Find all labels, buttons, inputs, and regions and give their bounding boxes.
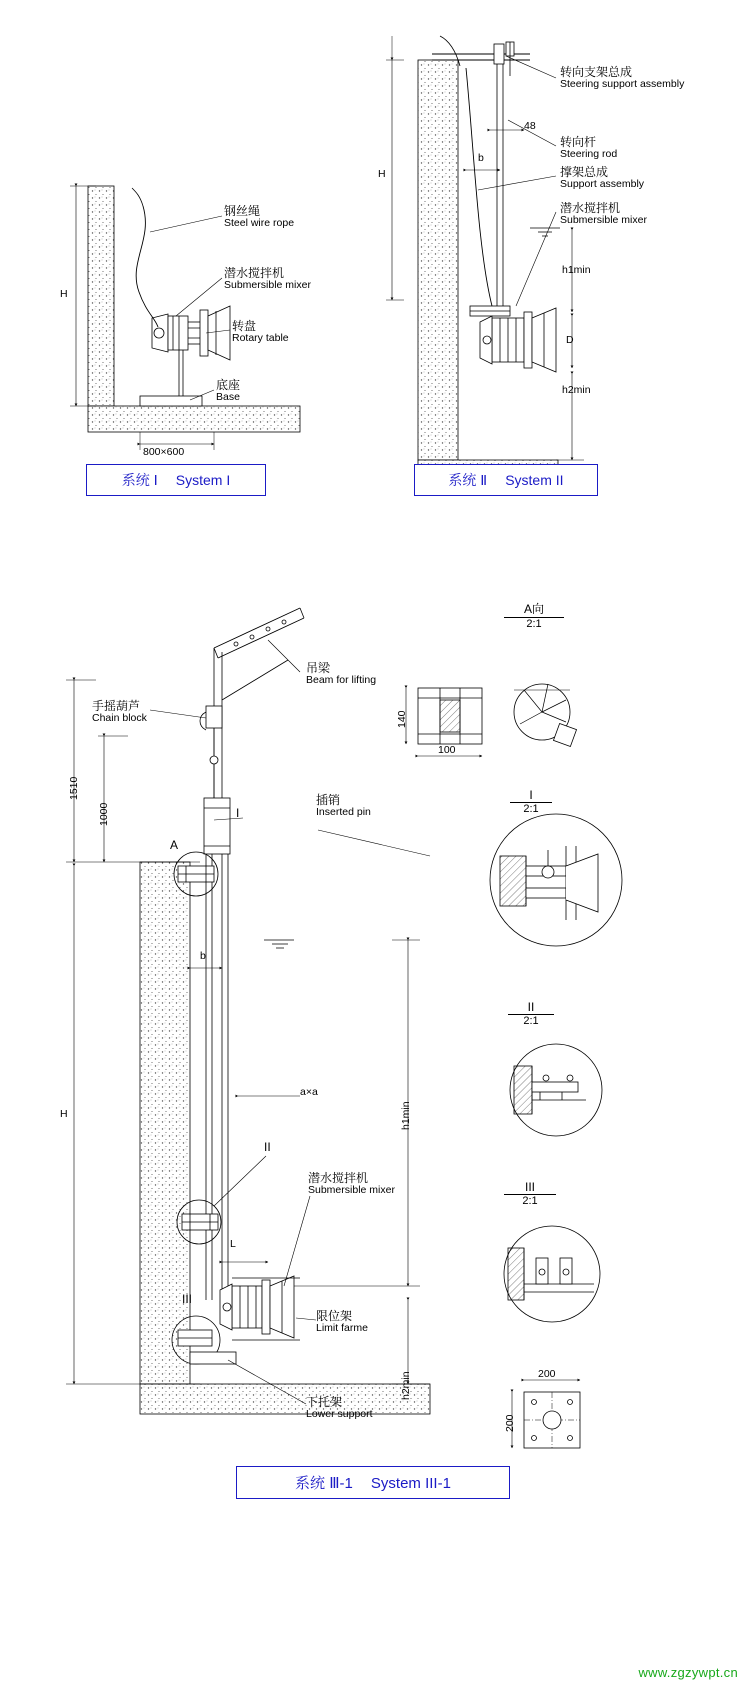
label-steering-rod: 转向杆 Steering rod xyxy=(560,135,618,160)
callout-i: I xyxy=(236,806,240,820)
label-lower-support: 下托架 Lower support xyxy=(306,1395,373,1420)
watermark: www.zgzywpt.cn xyxy=(638,1665,738,1680)
dim-axa: a×a xyxy=(300,1086,318,1098)
detail-title-i: I 2:1 xyxy=(510,788,552,815)
dim-base-s1: 800×600 xyxy=(143,446,185,458)
dim-48-s2: 48 xyxy=(524,120,536,132)
dim-1510: 1510 xyxy=(68,776,80,800)
dim-b-s2: b xyxy=(478,152,484,164)
detail-title-ii: II 2:1 xyxy=(508,1000,554,1027)
dim-b-s3: b xyxy=(200,950,206,962)
dim-l: L xyxy=(230,1238,236,1250)
label-chain-block: 手摇葫芦 Chain block xyxy=(92,699,147,724)
callout-ii: II xyxy=(264,1140,271,1154)
caption-system-3: 系统 Ⅲ-1 System III-1 xyxy=(236,1466,510,1499)
label-inserted-pin: 插销 Inserted pin xyxy=(316,793,371,818)
detail-title-iii: III 2:1 xyxy=(504,1180,556,1207)
dim-plate-h: 200 xyxy=(504,1414,516,1432)
dim-1000: 1000 xyxy=(98,802,110,826)
caption-system-2: 系统 Ⅱ System II xyxy=(414,464,598,496)
label-submersible-mixer-s2: 潜水搅拌机 Submersible mixer xyxy=(560,201,647,226)
dim-plate-w: 200 xyxy=(538,1368,556,1380)
label-beam-for-lifting: 吊梁 Beam for lifting xyxy=(306,661,377,686)
dim-140: 140 xyxy=(396,710,408,728)
callout-a: A xyxy=(170,838,179,852)
label-submersible-mixer-s1: 潜水搅拌机 Submersible mixer xyxy=(224,266,311,291)
dim-h-s1: H xyxy=(60,288,68,300)
dim-h-s2: H xyxy=(378,168,386,180)
dim-h-s3: H xyxy=(60,1108,68,1120)
label-rotary-table: 转盘 Rotary table xyxy=(232,319,289,344)
dim-h1min-s2: h1min xyxy=(562,264,591,276)
label-steel-wire-rope: 钢丝绳 Steel wire rope xyxy=(224,204,295,229)
label-limit-frame: 限位架 Limit farme xyxy=(316,1309,368,1334)
caption-system-1: 系统 Ⅰ System I xyxy=(86,464,266,496)
detail-title-view-a: A向 2:1 xyxy=(504,600,564,630)
label-steering-support-assembly: 转向支架总成 Steering support assembly xyxy=(560,65,685,90)
label-submersible-mixer-s3: 潜水搅拌机 Submersible mixer xyxy=(308,1171,395,1196)
dim-h2min-s3: h2min xyxy=(400,1371,412,1400)
label-support-assembly: 撑架总成 Support assembly xyxy=(560,165,645,190)
label-base: 底座 Base xyxy=(216,378,241,403)
dim-h2min-s2: h2min xyxy=(562,384,591,396)
dim-d-s2: D xyxy=(566,334,574,346)
dim-100: 100 xyxy=(438,744,456,756)
dim-h1min-s3: h1min xyxy=(400,1101,412,1130)
callout-iii: III xyxy=(182,1292,193,1306)
